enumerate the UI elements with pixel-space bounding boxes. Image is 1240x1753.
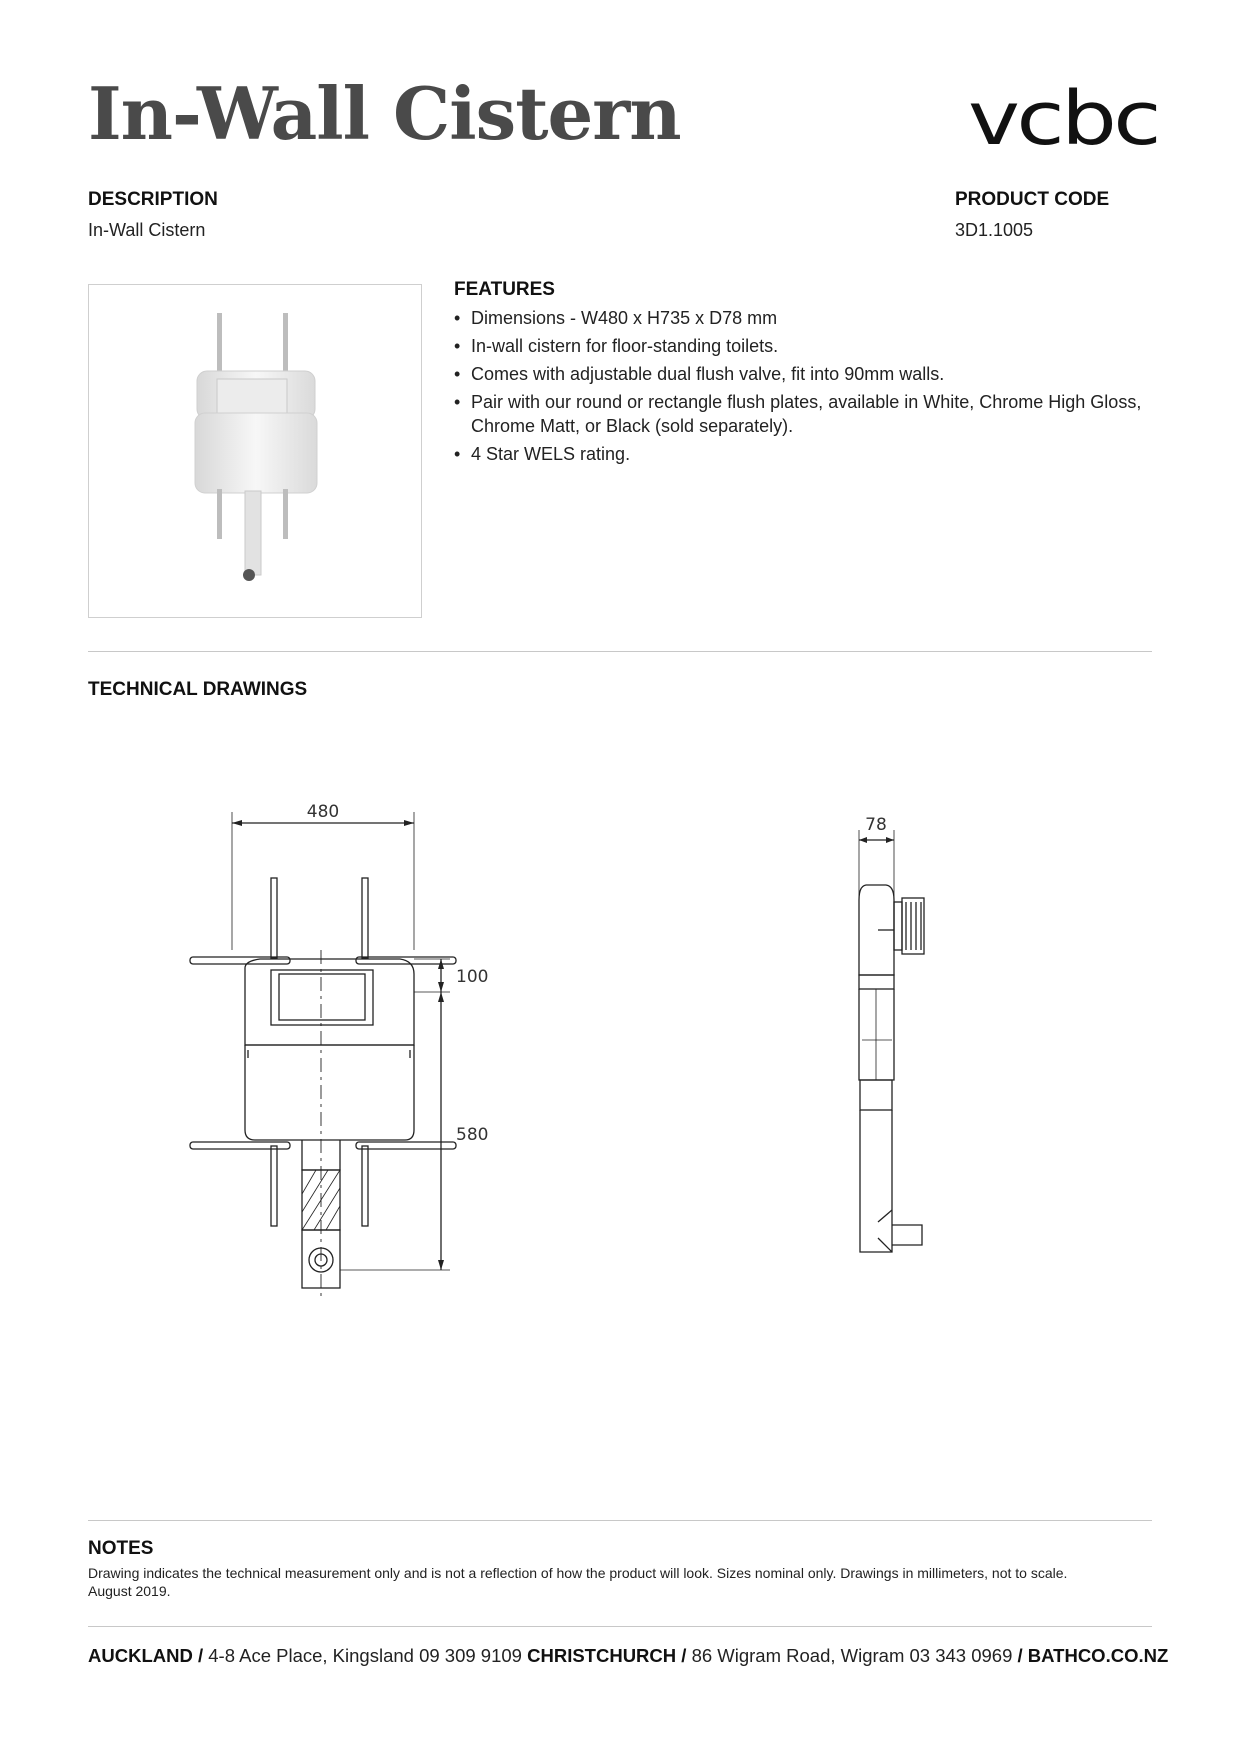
description-value: In-Wall Cistern (88, 220, 206, 240)
divider (88, 1626, 1152, 1627)
vcbc-logo (968, 78, 1160, 158)
cistern-product-icon (89, 285, 421, 617)
footer-city-auckland: AUCKLAND / (88, 1645, 204, 1666)
description-label: DESCRIPTION (88, 189, 218, 210)
dim-main-height-label: 580 (456, 1125, 489, 1145)
notes-body: Drawing indicates the technical measurement only and is not a reflection of how the product will look. Sizes nominal only. Drawings in millimeters, not to scale. (88, 1565, 1068, 1581)
divider (88, 1520, 1152, 1521)
page-title: In-Wall Cistern (88, 71, 681, 156)
notes-title: NOTES (88, 1538, 154, 1559)
technical-drawing (150, 790, 1100, 1350)
list-item: • In-wall cistern for floor-standing toilets. (454, 336, 779, 356)
logo-text: vcbc (968, 78, 1158, 158)
footer-address-auckland: 4-8 Ace Place, Kingsland 09 309 9109 (208, 1645, 522, 1666)
footer-website: / BATHCO.CO.NZ (1017, 1645, 1169, 1666)
dim-width-label: 480 (306, 802, 340, 822)
features-list (454, 306, 1154, 470)
list-item: • Comes with adjustable dual flush valve, fit into 90mm walls. (454, 364, 945, 384)
notes-date: August 2019. (88, 1583, 171, 1599)
list-item: • 4 Star WELS rating. (454, 444, 631, 464)
product-code-label: PRODUCT CODE (955, 189, 1110, 210)
technical-drawings-title: TECHNICAL DRAWINGS (88, 679, 308, 700)
notes-text (88, 1564, 1163, 1600)
list-item: • Pair with our round or rectangle flush plates, available in White, Chrome High Gloss, Chrome Matt, or Black (sold separately). (454, 392, 1142, 436)
product-code-value: 3D1.1005 (955, 220, 1034, 240)
divider (88, 651, 1152, 652)
footer-address-christchurch: 86 Wigram Road, Wigram 03 343 0969 (691, 1645, 1013, 1666)
dim-depth-label: 78 (865, 815, 887, 835)
product-photo (88, 284, 422, 618)
footer-city-christchurch: CHRISTCHURCH / (527, 1645, 687, 1666)
dim-top-height-label: 100 (456, 967, 489, 987)
list-item: • Dimensions - W480 x H735 x D78 mm (454, 308, 778, 328)
footer (88, 1645, 1169, 1667)
features-title: FEATURES (454, 279, 555, 300)
